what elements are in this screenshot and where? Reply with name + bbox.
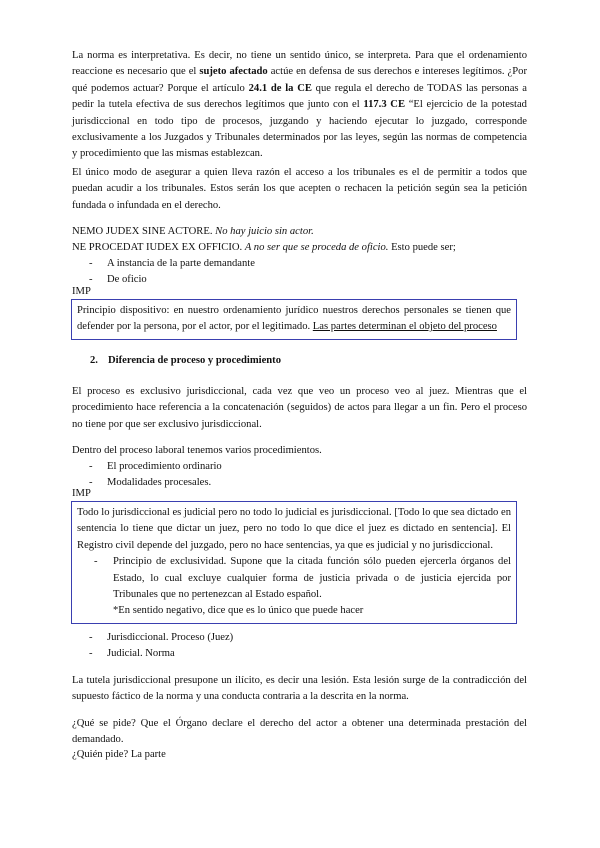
list-jurisdiccional — [72, 630, 527, 663]
text-segment: La norma es interpretativa. Es decir, no tiene un sentido único, se interpreta. Para que el ordenamiento reaccione es necesario que el — [72, 50, 527, 78]
text-segment: que regula el derecho de TODAS las personas a pedir la tutela efectiva de sus derechos legítimos que junto con el — [72, 82, 527, 111]
bold-term-art-117: 117.3 CE — [363, 99, 406, 111]
text-segment: “El ejercicio de la potestad jurisdiccional en todo tipo de procesos, juzgando y haciendo ejecutar lo juzgado, corresponde exclusivamente a los Juzgados y Tribunales determinados por las leyes, según las normas de competencia y procedimiento que las mismas establezcan. — [72, 99, 527, 160]
latin-maxim-1 — [72, 224, 527, 240]
list-item: - Jurisdiccional. Proceso (Juez) — [89, 632, 234, 643]
list-item: - El procedimiento ordinario — [89, 461, 222, 472]
paragraph-proceso: El proceso es exclusivo jurisdiccional, cada vez que veo un proceso veo al juez. Mientras que el procedimiento hace referencia a la concatenación (seguidos) de actos para llegar a un fin. Pero el proceso no tiene por que ser exclusivo jurisdiccional. — [72, 386, 527, 430]
bold-term-sujeto-afectado: sujeto afectado — [199, 66, 268, 78]
section-heading — [90, 353, 281, 369]
section-number: 2. — [90, 355, 98, 366]
maxim-text: NE PROCEDAT IUDEX EX OFFICIO. — [72, 242, 243, 253]
maxim-text: NEMO JUDEX SINE ACTORE. — [72, 226, 213, 237]
maxim-translation: A no ser que se proceda de oficio. — [244, 242, 389, 253]
imp-label: IMP — [72, 488, 91, 499]
latin-maxim-2 — [72, 240, 527, 256]
box-note: *En sentido negativo, dice que es lo único que puede hacer — [113, 605, 364, 617]
section-title: Diferencia de proceso y procedimiento — [108, 355, 282, 366]
box-text: Principio dispositivo: en nuestro ordenamiento jurídico nuestros derechos personales se tienen que defender por la persona, por el actor, por el legitimado. Las partes determinan el objeto del proceso — [77, 305, 511, 333]
maxim-continuation: Esto puede ser; — [388, 242, 456, 253]
list-item: - De oficio — [89, 274, 147, 286]
bold-term-art-24: 24.1 de la CE — [248, 82, 312, 94]
paragraph-interpretativa — [72, 48, 527, 163]
maxim-translation: No hay juicio sin actor. — [215, 226, 314, 237]
paragraph-acceso-tribunales: El único modo de asegurar a quien lleva razón el acceso a los tribunales es el de permitir a todos que puedan acudir a los tribunales. Estos serán los que acepten o rechacen la petición según sea la petición fundada o infundada en el derecho. — [72, 167, 527, 211]
jurisdiccional-box — [71, 501, 517, 624]
paragraph-tutela: La tutela jurisdiccional presupone un ilícito, es decir una lesión. Esta lesión surge de la contradicción del supuesto fáctico de la norma y una conducta contraria a la descrita en la norma. — [72, 675, 527, 703]
principio-dispositivo-box — [71, 299, 517, 340]
text-segment: actúe en defensa de sus derechos e intereses legítimos. ¿Por qué podemos actuar? Porque el artículo — [72, 66, 527, 94]
list-item: - Judicial. Norma — [89, 648, 175, 660]
list-item: - A instancia de la parte demandante — [89, 258, 255, 269]
paragraph-procedimientos: Dentro del proceso laboral tenemos varios procedimientos. — [72, 445, 322, 456]
paragraph-que-se-pide: ¿Qué se pide? Que el Órgano declare el derecho del actor a obtener una determinada prestación del demandado. — [72, 718, 527, 746]
imp-label: IMP — [72, 286, 91, 297]
underlined-text: Las partes determinan el objeto del proceso — [312, 321, 497, 333]
paragraph-quien-pide: ¿Quién pide? La parte — [72, 749, 166, 760]
list-item: - Modalidades procesales. — [89, 477, 212, 489]
box-list-item: - Principio de exclusividad. Supone que la citada función sólo pueden ejercerla órganos del Estado, lo cual excluye cualquier forma de justicia privada o de justicia ejercida por Tribunales que no pertenezcan al Estado español. — [94, 556, 511, 601]
box-text: Todo lo jurisdiccional es judicial pero no todo lo judicial es jurisdiccional. [Todo lo que sea dictado en sentencia lo tiene que dictar un juez, pero no todo lo que dice el juez es dictado en sentencia]. El Registro civil depende del juzgado, pero no hace sentencias, ya que es judicial y no jurisdiccional. — [77, 507, 511, 551]
